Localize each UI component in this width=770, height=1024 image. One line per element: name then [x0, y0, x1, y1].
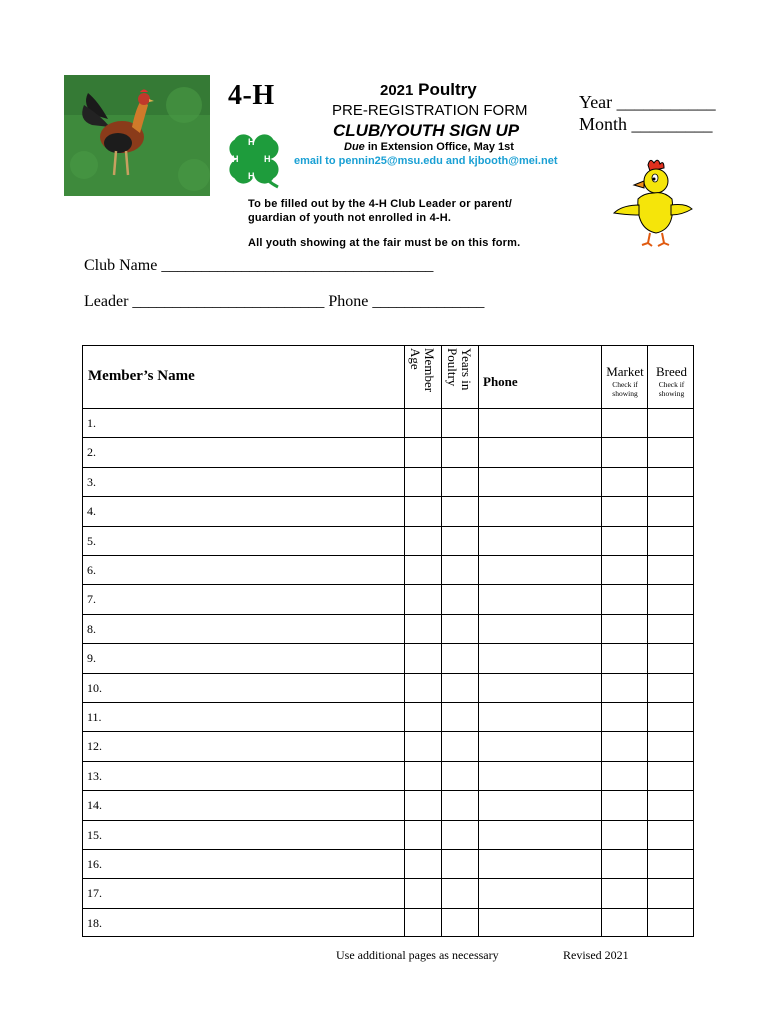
row-divider	[83, 437, 693, 438]
row-divider	[83, 702, 693, 703]
instruction-note	[248, 197, 512, 225]
table-row[interactable]: 16.	[87, 857, 102, 871]
club-name-field[interactable]: Club Name __________________________________	[84, 257, 434, 274]
row-divider	[83, 408, 693, 409]
table-row[interactable]: 7.	[87, 592, 96, 607]
form-title	[380, 80, 477, 100]
row-divider	[83, 673, 693, 674]
table-row[interactable]: 18.	[87, 915, 102, 930]
row-divider	[83, 496, 693, 497]
table-row[interactable]: 4.	[87, 504, 96, 519]
table-row[interactable]: 2.	[87, 445, 96, 460]
col-divider	[478, 346, 479, 936]
header-member-name: Member’s Name	[88, 368, 195, 384]
due-prefix: Due	[344, 141, 365, 153]
member-table	[82, 345, 694, 937]
form-title-word: Poultry	[418, 80, 477, 99]
row-divider	[83, 526, 693, 527]
svg-text:H: H	[248, 137, 255, 147]
chicken-cartoon-icon	[608, 155, 696, 250]
col-divider	[441, 346, 442, 936]
header-breed: Breed	[655, 364, 688, 379]
footer-revised: Revised 2021	[563, 948, 629, 962]
svg-text:H: H	[248, 171, 255, 181]
table-row[interactable]: 17.	[87, 886, 102, 901]
footer-note: Use additional pages as necessary	[336, 948, 499, 962]
row-divider	[83, 731, 693, 732]
four-h-clover-icon	[218, 125, 290, 193]
month-field[interactable]: Month _________	[579, 114, 713, 134]
table-row[interactable]: 12.	[87, 739, 102, 754]
table-row[interactable]: 10.	[87, 680, 102, 695]
form-title-year: 2021	[380, 82, 414, 99]
instruction-line-1: To be filled out by the 4-H Club Leader or parent/	[248, 198, 513, 210]
col-divider	[647, 346, 648, 936]
row-divider	[83, 761, 693, 762]
table-row[interactable]: 15.	[87, 827, 102, 842]
table-row[interactable]: 13.	[87, 768, 102, 783]
header-phone: Phone	[483, 374, 518, 389]
table-row[interactable]: 11.	[87, 710, 102, 724]
svg-text:H: H	[264, 154, 271, 164]
fair-requirement-note: All youth showing at the fair must be on this form.	[248, 237, 521, 249]
leader-phone-field[interactable]: Leader ________________________ Phone ______________	[84, 293, 485, 310]
brand-4h: 4-H	[228, 80, 275, 111]
instruction-line-2: guardian of youth not enrolled in 4-H.	[248, 212, 452, 224]
due-rest: in Extension Office, May 1st	[364, 141, 514, 153]
row-divider	[83, 878, 693, 879]
row-divider	[83, 643, 693, 644]
header-member-age: Member Age	[408, 348, 437, 393]
table-row[interactable]: 5.	[87, 533, 96, 548]
table-row[interactable]: 14.	[87, 798, 102, 813]
row-divider	[83, 584, 693, 585]
table-row[interactable]: 8.	[87, 621, 96, 636]
rooster-photo	[64, 75, 210, 196]
year-field[interactable]: Year ___________	[579, 92, 716, 112]
row-divider	[83, 849, 693, 850]
form-subtitle: PRE-REGISTRATION FORM	[332, 102, 528, 119]
email-instructions: email to pennin25@msu.edu and kjbooth@mei.net	[294, 155, 558, 167]
header-breed-sub: Check if showing	[658, 380, 685, 398]
due-date-line	[344, 141, 514, 153]
row-divider	[83, 820, 693, 821]
row-divider	[83, 908, 693, 909]
header-years-in-poultry: Years in Poultry	[445, 348, 474, 391]
header-market: Market	[606, 364, 644, 379]
table-row[interactable]: 6.	[87, 563, 96, 577]
row-divider	[83, 467, 693, 468]
row-divider	[83, 555, 693, 556]
table-row[interactable]: 3.	[87, 474, 96, 489]
club-youth-title: CLUB/YOUTH SIGN UP	[333, 121, 520, 140]
row-divider	[83, 790, 693, 791]
table-row[interactable]: 1.	[87, 416, 96, 430]
header-market-sub: Check if showing	[612, 380, 638, 398]
row-divider	[83, 614, 693, 615]
table-row[interactable]: 9.	[87, 651, 96, 666]
svg-text:H: H	[232, 154, 239, 164]
col-divider	[404, 346, 405, 936]
col-divider	[601, 346, 602, 936]
